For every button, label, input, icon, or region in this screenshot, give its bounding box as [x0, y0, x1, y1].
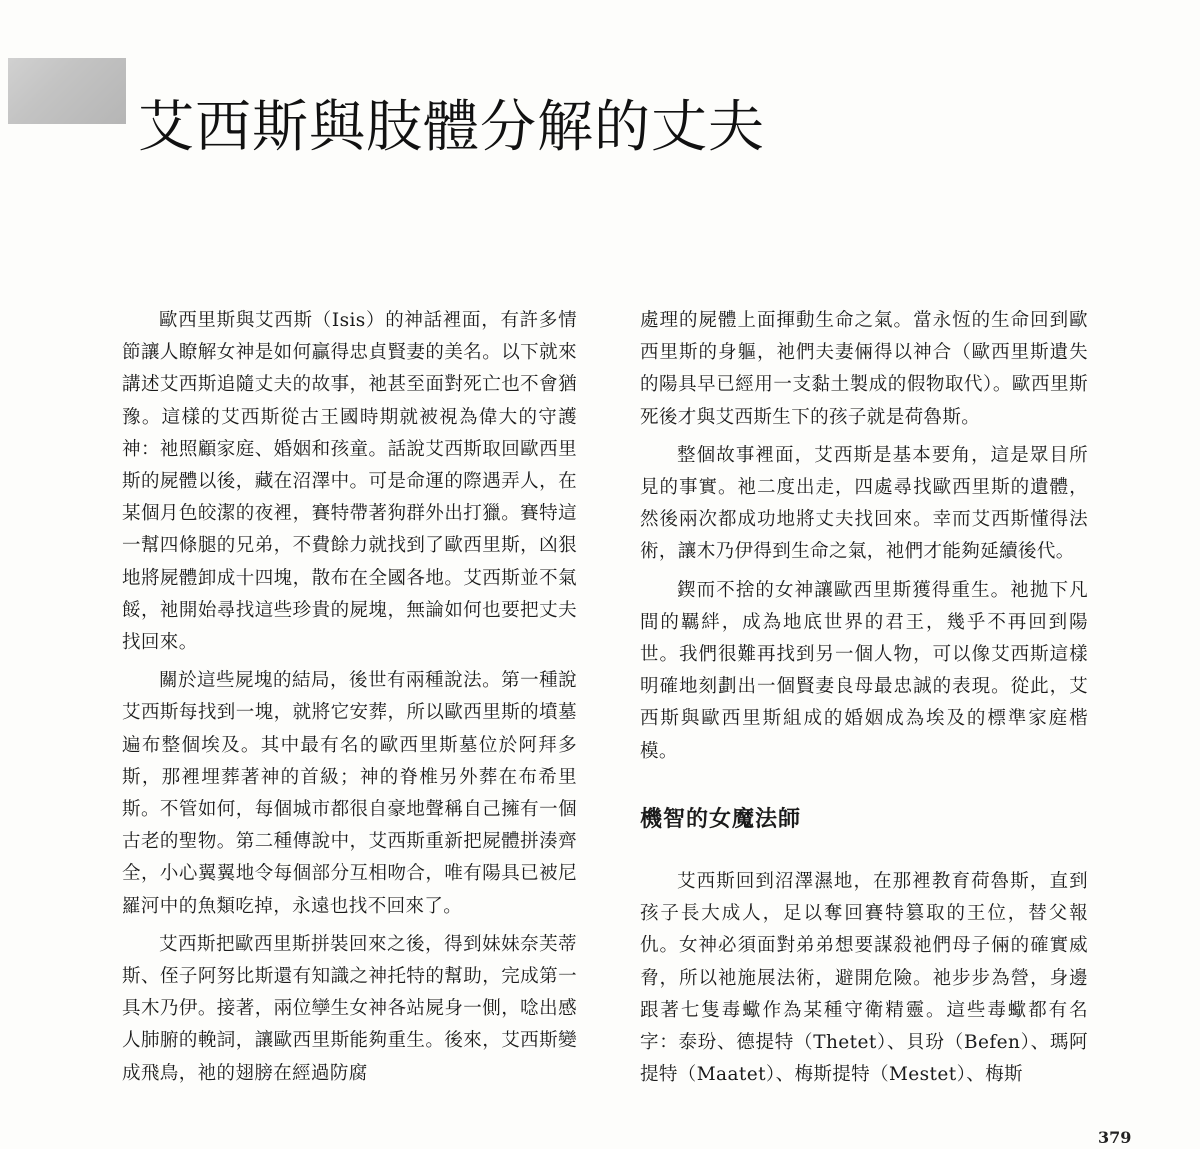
body-paragraph: 鍥而不捨的女神讓歐西里斯獲得重生。祂拋下凡間的羈絆，成為地底世界的君王，幾乎不再回到陽世。我們很難再找到另一個人物，可以像艾西斯這樣明確地刻劃出一個賢妻良母最忠誠的表現。從此，艾西斯與歐西里斯組成的婚姻成為埃及的標準家庭楷模。 [640, 579, 1088, 762]
title-decoration-block [8, 58, 126, 124]
continued-paragraph: 處理的屍體上面揮動生命之氣。當永恆的生命回到歐西里斯的身軀，祂們夫妻倆得以神合（歐西里斯遺失的陽具早已經用一支黏土製成的假物取代）。歐西里斯死後才與艾西斯生下的孩子就是荷魯斯。 [640, 310, 1088, 428]
page-number: 379 [1098, 1128, 1132, 1147]
body-paragraph: 歐西里斯與艾西斯（Isis）的神話裡面，有許多情節讓人瞭解女神是如何贏得忠貞賢妻的美名。以下就來講述艾西斯追隨丈夫的故事，祂甚至面對死亡也不會猶豫。這樣的艾西斯從古王國時期就被視為偉大的守護神：祂照顧家庭、婚姻和孩童。話說艾西斯取回歐西里斯的屍體以後，藏在沼澤中。可是命運的際遇弄人，在某個月色皎潔的夜裡，賽特帶著狗群外出打獵。賽特這一幫四條腿的兄弟，不費餘力就找到了歐西里斯，凶狠地將屍體卸成十四塊，散布在全國各地。艾西斯並不氣餒，祂開始尋找這些珍貴的屍塊，無論如何也要把丈夫找回來。 [122, 310, 577, 654]
section-heading: 機智的女魔法師 [640, 806, 802, 832]
page-title: 艾西斯與肢體分解的丈夫 [138, 94, 765, 160]
body-paragraph: 關於這些屍塊的結局，後世有兩種說法。第一種說艾西斯每找到一塊，就將它安葬，所以歐西里斯的墳墓遍布整個埃及。其中最有名的歐西里斯墓位於阿拜多斯，那裡埋葬著神的首級；神的脊椎另外葬在布希里斯。不管如何，每個城市都很自豪地聲稱自己擁有一個古老的聖物。第二種傳說中，艾西斯重新把屍體拼湊齊全，小心翼翼地令每個部分互相吻合，唯有陽具已被尼羅河中的魚類吃掉，永遠也找不回來了。 [122, 670, 577, 917]
left-column [122, 305, 577, 1096]
body-paragraph: 艾西斯回到沼澤濕地，在那裡教育荷魯斯，直到孩子長大成人，足以奪回賽特篡取的王位，替父報仇。女神必須面對弟弟想要謀殺祂們母子倆的確實威脅，所以祂施展法術，避開危險。祂步步為營，身邊跟著七隻毒蠍作為某種守衛精靈。這些毒蠍都有名字：泰玢、德提特（Thetet）、貝玢（Befen）、瑪阿提特（Maatet）、梅斯提特（Mestet）、梅斯 [640, 871, 1088, 1086]
body-paragraph: 艾西斯把歐西里斯拼裝回來之後，得到妹妹奈芙蒂斯、侄子阿努比斯還有知識之神托特的幫助，完成第一具木乃伊。接著，兩位孿生女神各站屍身一側，唸出感人肺腑的輓詞，讓歐西里斯能夠重生。後來，艾西斯變成飛鳥，祂的翅膀在經過防腐 [122, 933, 577, 1084]
right-column [640, 305, 1088, 1097]
body-paragraph: 整個故事裡面，艾西斯是基本要角，這是眾目所見的事實。祂二度出走，四處尋找歐西里斯的遺體，然後兩次都成功地將丈夫找回來。幸而艾西斯懂得法術，讓木乃伊得到生命之氣，祂們才能夠延續後代。 [640, 444, 1088, 563]
